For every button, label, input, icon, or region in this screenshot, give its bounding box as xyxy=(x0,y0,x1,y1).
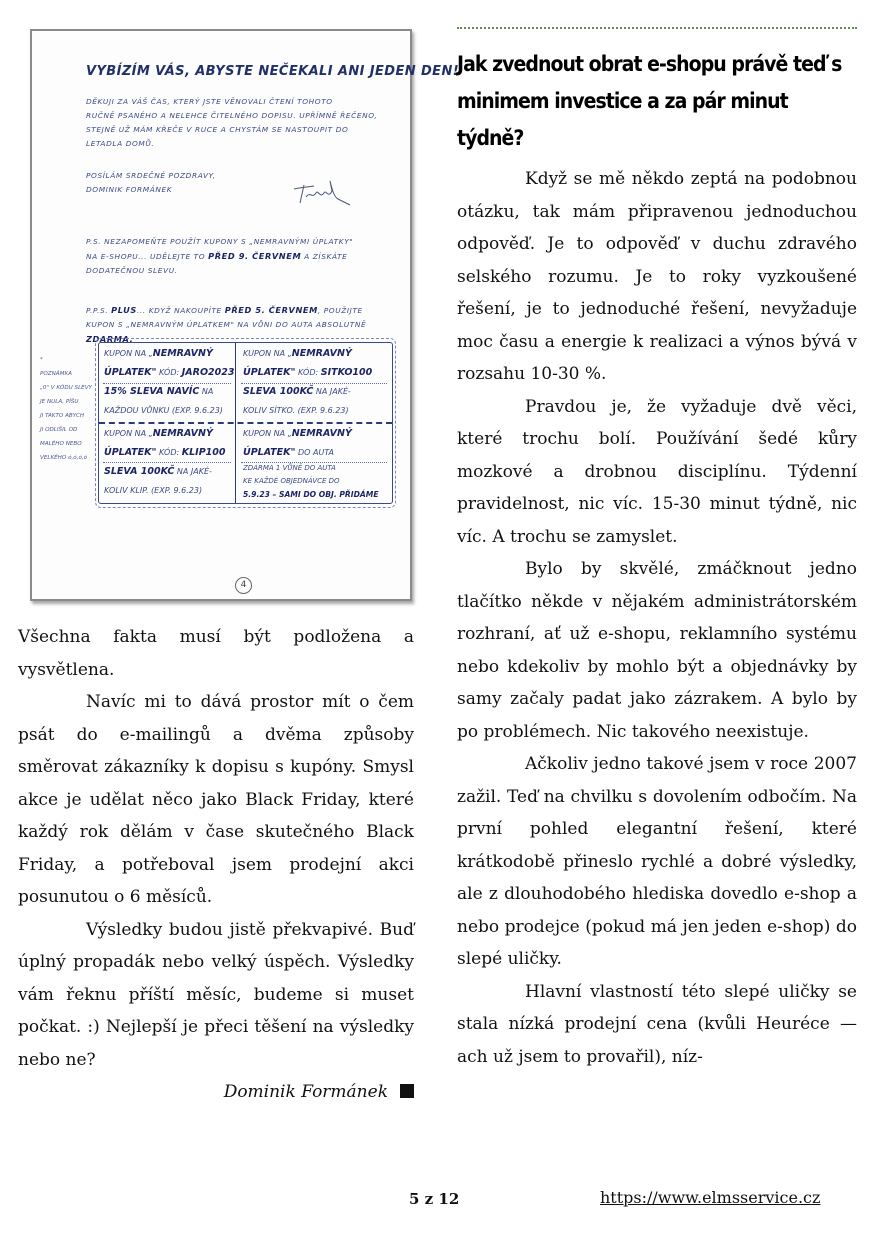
note-line: MALÉHO NEBO xyxy=(40,441,82,447)
coupon-text: KUPON NA „ xyxy=(243,429,292,438)
letter-emphasis: PŘED 5. ČERVNEM xyxy=(224,305,318,315)
left-column xyxy=(18,621,414,1109)
coupon-line xyxy=(104,443,226,462)
right-column xyxy=(457,163,857,1073)
coupon-line xyxy=(104,363,234,382)
letter-line xyxy=(86,303,366,318)
note-line: VELKÉHO ó,ó,ó,ó xyxy=(40,455,88,461)
paragraph: Ačkoliv jedno takové jsem v roce 2007 zažil. Teď na chvilku s dovolením odbočím. Na první pohled elegantní řešení, které krátkodobě přineslo rychlé a dobré výsledky, ale z dlouhodobého hlediska dovedlo e-shop a nebo prodejce (pokud má jen jeden e-shop) do slepé uličky. xyxy=(457,754,857,969)
letter-text: NA E-SHOPU... UDĚLEJTE TO xyxy=(86,252,206,261)
coupon-emphasis: NEMRAVNÝ xyxy=(291,348,352,359)
letter-line xyxy=(86,249,353,264)
coupon-text: NA JAKÉ- xyxy=(315,387,351,396)
coupon-text: DO AUTA xyxy=(298,448,334,457)
coupon-line xyxy=(104,382,234,401)
coupon-emphasis: 5.9.23 – SAMI DO OBJ. PŘIDÁME xyxy=(243,490,379,499)
letter-emphasis: ZDARMA. xyxy=(86,334,134,344)
paragraph: Všechna fakta musí být podložena a vysvětlena. xyxy=(18,627,414,680)
circled-page-number: 4 xyxy=(235,577,252,594)
coupon-line xyxy=(243,382,372,401)
letter-line: KUPON S „NEMRAVNÝM ÚPLATKEM" NA VŮNI DO AUTA ABSOLUTNĚ xyxy=(86,320,367,329)
end-of-article-square-icon xyxy=(400,1084,414,1098)
coupon-text: KÓD: xyxy=(159,368,180,377)
letter-paragraph xyxy=(86,95,377,151)
handwritten-letter-image xyxy=(30,29,460,601)
note-line: POZNÁMKA xyxy=(40,371,72,377)
coupon-code: SITKO100 xyxy=(320,367,373,378)
coupon-emphasis: 15% SLEVA NAVÍC xyxy=(104,386,200,397)
author-name: Dominik Formánek xyxy=(223,1082,388,1102)
coupon-line: KE KAŽDÉ OBJEDNÁVCE DO xyxy=(243,477,340,485)
letter-emphasis: PLUS xyxy=(111,305,137,315)
note-line: JI TAKTO ABYCH xyxy=(40,413,85,419)
letter-emphasis: PŘED 9. ČERVNEM xyxy=(208,251,302,261)
note-line: JI ODLIŠIL OD xyxy=(40,427,78,433)
coupon-sitko100 xyxy=(243,344,372,420)
coupon-line xyxy=(104,344,234,363)
coupon-text: KUPON NA „ xyxy=(104,429,153,438)
coupon-text: NA JAKÉ- xyxy=(176,467,212,476)
coupon-car-fragrance xyxy=(243,424,379,501)
coupon-jaro2023 xyxy=(104,344,234,420)
paragraph: Výsledky budou jistě překvapivé. Buď úplný propadák nebo velký úspěch. Výsledky vám řeknu příští měsíc, budeme si muset počkat. :) Nejlepší je přeci těšení na výsledky nebo ne? xyxy=(18,919,414,1070)
coupon-emphasis: ÚPLATEK" xyxy=(104,367,157,378)
note-line: „0" V KÓDU SLEVY xyxy=(40,385,92,391)
coupon-emphasis: ÚPLATEK" xyxy=(104,447,157,458)
author-signature xyxy=(18,1076,414,1109)
paragraph: Bylo by skvělé, zmáčknout jedno tlačítko někde v nějakém administrátorském rozhraní, ať už e-shopu, reklamního systému nebo kdekoliv by mohlo být a objednávky by samy začaly padat jako zázrakem. A bylo by po problémech. Nic takového neexistuje. xyxy=(457,559,857,742)
coupon-line xyxy=(243,344,372,363)
coupon-line xyxy=(243,424,379,443)
coupon-emphasis: NEMRAVNÝ xyxy=(291,428,352,439)
letter-line: LETADLA DOMŮ. xyxy=(86,139,155,148)
note-line: JE NULA, PÍŠU xyxy=(40,399,79,405)
coupon-line: KAŽDOU VŮNKU (EXP. 9.6.23) xyxy=(104,406,223,415)
letter-ps xyxy=(86,235,353,278)
letter-text: P.P.S. xyxy=(86,306,109,315)
paragraph: Hlavní vlastností této slepé uličky se stala nízká prodejní cena (kvůli Heuréce — ach už jsem to provařil), níz- xyxy=(457,981,857,1067)
coupon-line xyxy=(243,443,379,462)
letter-text: , POUŽIJTE xyxy=(317,306,363,315)
letter-line: STEJNĚ UŽ MÁM KŘEČE V RUCE A CHYSTÁM SE NASTOUPIT DO xyxy=(86,125,349,134)
letter-title: VYBÍZÍM VÁS, ABYSTE NEČEKALI ANI JEDEN DEN! xyxy=(86,64,460,79)
website-link[interactable]: https://www.elmsservice.cz xyxy=(600,1188,821,1207)
coupon-emphasis: ÚPLATEK" xyxy=(243,367,296,378)
coupon-line xyxy=(104,462,226,481)
letter-line: DODATEČNOU SLEVU. xyxy=(86,266,178,275)
coupon-line xyxy=(243,363,372,382)
letter-text: ... KDYŽ NAKOUPÍTE xyxy=(136,306,222,315)
coupon-klip100 xyxy=(104,424,226,500)
letter-line: P.S. NEZAPOMEŇTE POUŽÍT KUPONY S „NEMRAVNÝMI ÚPLATKY" xyxy=(86,237,354,246)
note-line: * xyxy=(40,357,43,363)
letter-greeting xyxy=(86,169,216,197)
coupon-text: KUPON NA „ xyxy=(243,349,292,358)
page-indicator: 5 z 12 xyxy=(409,1190,460,1208)
side-note xyxy=(40,353,92,465)
coupon-code: JARO2023 xyxy=(181,367,235,378)
letter-line: POSÍLÁM SRDEČNÉ POZDRAVY, xyxy=(86,171,216,180)
coupon-text: KÓD: xyxy=(159,448,180,457)
coupon-emphasis: NEMRAVNÝ xyxy=(152,348,213,359)
signature-icon xyxy=(290,179,352,207)
letter-line: RUČNĚ PSANÉHO A NELEHCE ČITELNÉHO DOPISU. UPŘÍMNĚ ŘEČENO, xyxy=(86,111,378,120)
coupon-text: KUPON NA „ xyxy=(104,349,153,358)
letter-line: DĚKUJI ZA VÁŠ ČAS, KTERÝ JSTE VĚNOVALI ČTENÍ TOHOTO xyxy=(86,97,333,106)
coupon-line xyxy=(104,424,226,443)
coupon-line: ZDARMA 1 VŮNĚ DO AUTA xyxy=(243,464,336,472)
coupon-emphasis: SLEVA 100KČ xyxy=(243,386,314,397)
letter-line: DOMINIK FORMÁNEK xyxy=(86,185,173,194)
paragraph: Pravdou je, že vyžaduje dvě věci, které trochu bolí. Používání šedé kůry mozkové a drobnou disciplínu. Týdenní pravidelnost, nic víc. 15-30 minut týdně, nic víc. A trochu se zamyslet. xyxy=(457,396,857,547)
letter-text: A ZÍSKÁTE xyxy=(304,252,348,261)
coupon-emphasis: NEMRAVNÝ xyxy=(152,428,213,439)
coupon-text: NA xyxy=(201,387,214,396)
coupon-emphasis: SLEVA 100KČ xyxy=(104,466,175,477)
coupon-line: KOLIV SÍTKO. (EXP. 9.6.23) xyxy=(243,406,349,415)
coupon-code: KLIP100 xyxy=(181,447,226,458)
coupon-text: KÓD: xyxy=(298,368,319,377)
coupon-grid xyxy=(98,342,393,504)
paragraph: Navíc mi to dává prostor mít o čem psát do e-mailingů a dvěma způsoby směrovat zákazníky k dopisu s kupóny. Smysl akce je udělat něco jako Black Friday, které každý rok dělám v čase skutečného Black Friday, a potřeboval jsem prodejní akci posunutou o 6 měsíců. xyxy=(18,692,414,907)
section-divider xyxy=(457,27,857,31)
paragraph: Když se mě někdo zeptá na podobnou otázku, tak mám připravenou jednoduchou odpověď. Je to odpověď v duchu zdravého selského rozumu. Je to roky vyzkoušené řešení, je to jednoduché řešení, nevyžaduje moc času a energie k realizaci a výnos bývá v rozsahu 10-30 %. xyxy=(457,169,857,384)
coupon-line: KOLIV KLIP. (EXP. 9.6.23) xyxy=(104,486,203,495)
article-headline: Jak zvednout obrat e-shopu právě teď s minimem investice a za pár minut týdně? xyxy=(457,52,842,151)
coupon-emphasis: ÚPLATEK" xyxy=(243,447,296,458)
